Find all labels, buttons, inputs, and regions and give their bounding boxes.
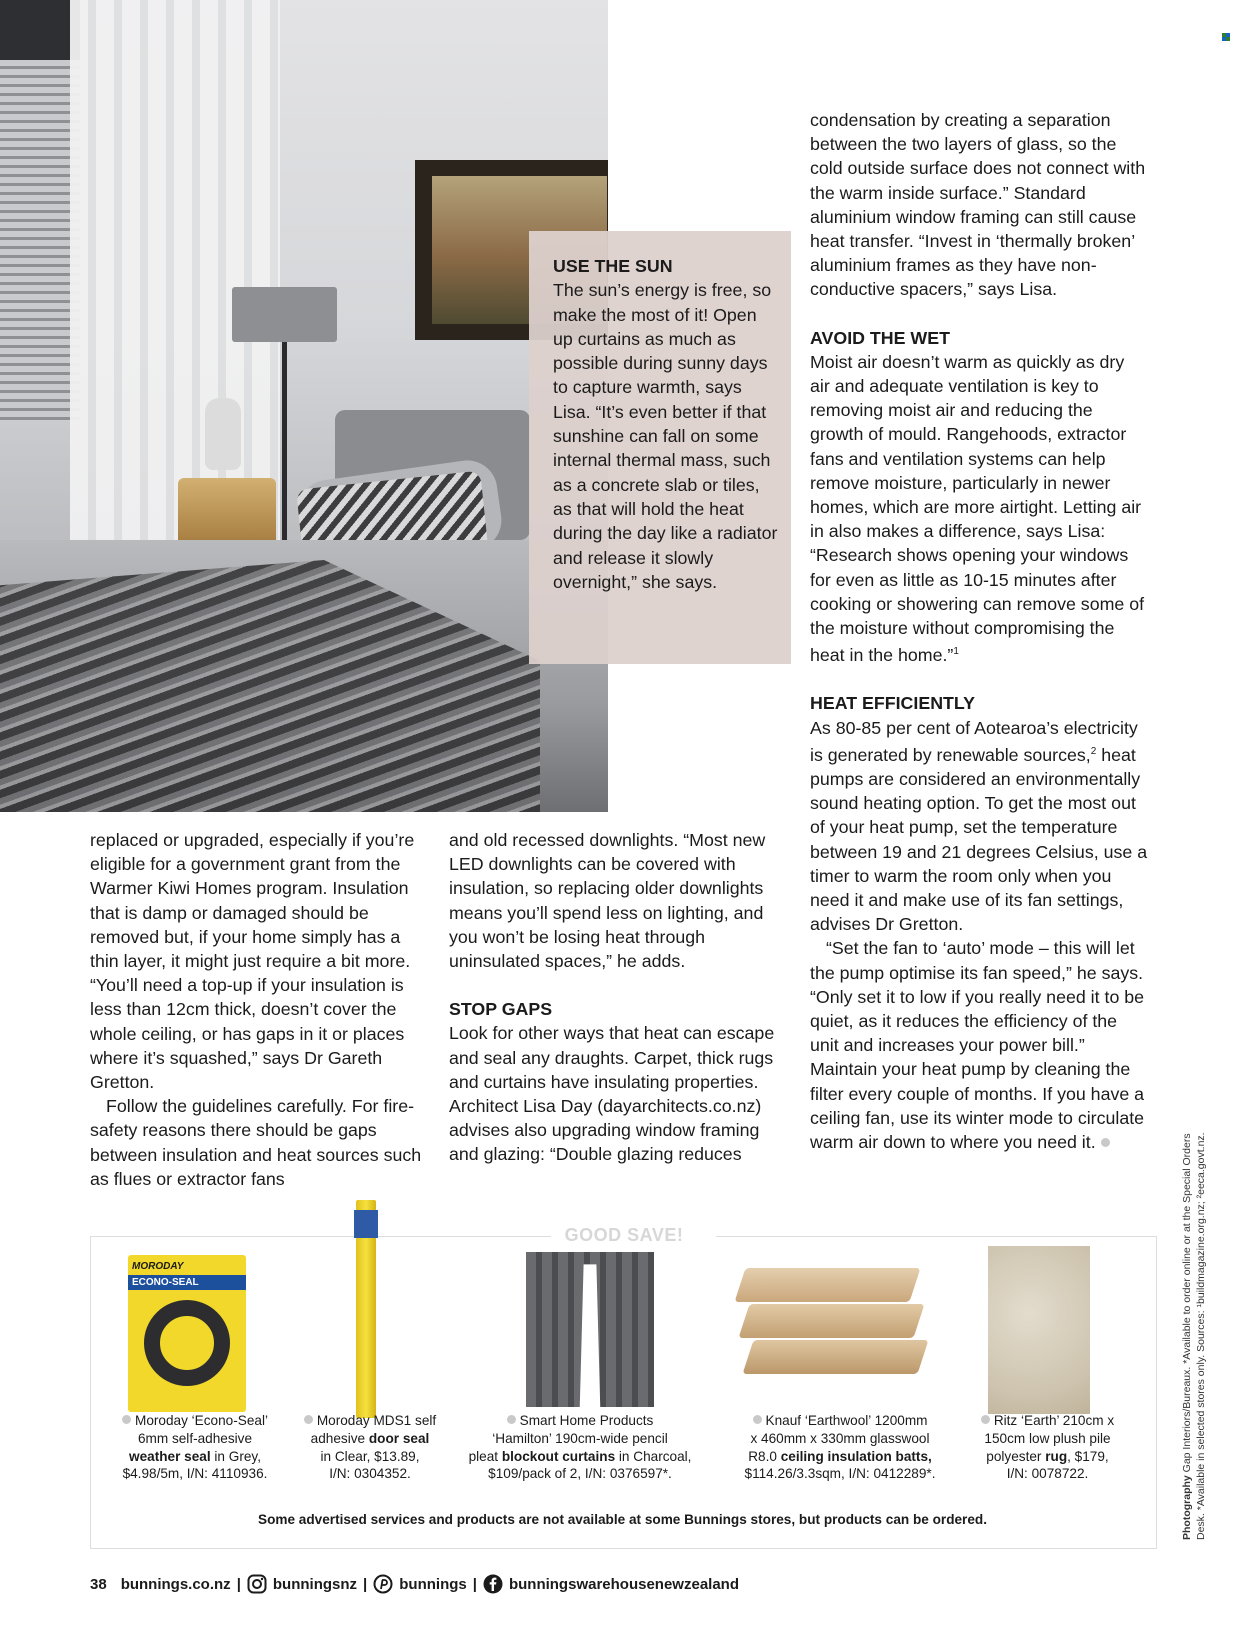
vase	[205, 398, 241, 470]
caption-line: x 460mm x 330mm glasswool	[750, 1430, 930, 1446]
caption-bold: blockout curtains	[501, 1448, 616, 1464]
bullet-icon	[753, 1415, 762, 1424]
caption-line: 150cm low plush pile	[984, 1430, 1111, 1446]
footnote-2: 2	[1090, 745, 1097, 757]
caption-line: , $179,	[1067, 1448, 1109, 1464]
credit-text: Gap Interiors/Bureaux. *Available to order online or at the Special Orders Desk. *Available in selected stores only. Sources: ¹buildmagazine.org.nz; ²eeca.govt.nz.	[1181, 1132, 1207, 1540]
pack-brand: MORODAY	[132, 1261, 184, 1272]
website-link[interactable]: bunnings.co.nz	[120, 1575, 231, 1593]
product-image-insulation-batts	[740, 1268, 920, 1388]
batt	[742, 1340, 928, 1374]
product-caption-curtains	[455, 1412, 705, 1483]
window-blinds	[0, 60, 80, 420]
facebook-handle[interactable]: bunningswarehousenewzealand	[508, 1575, 739, 1593]
avoid-the-wet-paragraph	[810, 350, 1148, 668]
bullet-icon	[981, 1415, 990, 1424]
caption-line: pleat	[468, 1448, 502, 1464]
footer-separator: |	[472, 1575, 477, 1593]
bullet-icon	[507, 1415, 516, 1424]
caption-price: $114.26/3.3sqm, I/N: 0412289*.	[744, 1466, 936, 1482]
column-left	[90, 828, 428, 1191]
caption-price: I/N: 0304352.	[329, 1466, 411, 1482]
seal-roll	[144, 1300, 230, 1386]
divider	[91, 1236, 551, 1237]
product-caption-insulation-batts	[730, 1412, 950, 1483]
page-number: 38	[90, 1575, 107, 1593]
pinterest-icon	[373, 1574, 393, 1594]
heat-efficiently-paragraph	[810, 716, 1148, 937]
column-middle	[449, 828, 787, 1167]
pinterest-handle[interactable]: bunnings	[399, 1575, 467, 1593]
pack-name: ECONO-SEAL	[128, 1275, 246, 1290]
caption-line: adhesive	[310, 1430, 369, 1446]
availability-disclaimer: Some advertised services and products are not available at some Bunnings stores, but products can be ordered.	[258, 1512, 987, 1527]
instagram-handle[interactable]: bunningsnz	[272, 1575, 358, 1593]
divider	[716, 1236, 1156, 1237]
heat-efficiently-text-a: As 80-85 per cent of Aotearoa’s electricity is generated by renewable sources,	[810, 717, 1138, 765]
credit-label: Photography	[1181, 1475, 1193, 1540]
heat-efficiently-text-b: heat pumps are considered an environmentally sound heating option. To get the most out of your heat pump, set the temperature between 19 and 21 degrees Celsius, use a timer to warm the room only when you need it and make use of its fan settings, advises Dr Gretton.	[810, 744, 1148, 935]
product-caption-econo-seal	[95, 1412, 295, 1483]
footer-separator: |	[363, 1575, 368, 1593]
photo-credit-sources	[1180, 1120, 1208, 1540]
downlights-paragraph: and old recessed downlights. “Most new LED downlights can be covered with insulation, so replacing older downlights means you’ll spend less on lighting, and you won’t be losing heat through uninsulated spaces,” he adds.	[449, 830, 766, 972]
avoid-the-wet-heading: AVOID THE WET	[810, 327, 950, 348]
caption-line: 6mm self-adhesive	[137, 1430, 253, 1446]
footer-separator: |	[236, 1575, 241, 1593]
product-image-rug	[988, 1246, 1090, 1414]
caption-price: $4.98/5m, I/N: 4110936.	[122, 1466, 268, 1482]
fan-text: “Set the fan to ‘auto’ mode – this will let the pump optimise its fan speed,” he says. “Only set it to low if you really need it to be quiet, as it reduces the efficiency of the unit and increases your power bill.” Maintain your heat pump by cleaning the filter every couple of months. If you have a ceiling fan, use its winter mode to circulate warm air down to where you need it.	[810, 938, 1145, 1152]
product-caption-door-seal	[290, 1412, 450, 1483]
caption-line: polyester	[986, 1448, 1046, 1464]
stop-gaps-heading: STOP GAPS	[449, 999, 553, 1020]
caption-line: Knauf ‘Earthwool’ 1200mm	[765, 1413, 928, 1428]
color-registration-mark-icon	[1222, 33, 1230, 41]
use-the-sun-text: The sun’s energy is free, so make the most of it! Open up curtains as much as possible during sunny days to capture warmth, says Lisa. “It’s even better if that sunshine can fall on some internal thermal mass, such as a concrete slab or tiles, as that will hold the heat during the day like a radiator and release it slowly overnight,” she says.	[553, 280, 778, 592]
caption-line: in Clear, $13.89,	[320, 1448, 420, 1464]
caption-line: ‘Hamilton’ 190cm-wide pencil	[492, 1430, 668, 1446]
floor-lamp-pole	[282, 342, 287, 552]
insulation-paragraph: replaced or upgraded, especially if you’re eligible for a government grant from the Warmer Kiwi Homes program. Insulation that is damp or damaged should be removed but, if your home simply has a thin layer, it might just require a bit more. “You’ll need a top-up if your insulation is less than 12cm thick, doesn’t cover the whole ceiling, or has gaps in it or places where it’s squashed,” says Dr Gareth Gretton.	[90, 830, 415, 1093]
sheer-curtain	[70, 0, 280, 560]
floor-lamp-shade	[232, 287, 337, 342]
bullet-icon	[122, 1415, 131, 1424]
product-image-econo-seal	[128, 1255, 246, 1412]
caption-price: I/N: 0078722.	[1006, 1466, 1089, 1482]
caption-bold: rug	[1045, 1448, 1068, 1464]
avoid-the-wet-text: Moist air doesn’t warm as quickly as dry air and adequate ventilation is key to removing moist air and reducing the growth of mould. Rangehoods, extractor fans and ventilation systems can help remove moisture, particularly in newer homes, which are more airtight. Letting air in also makes a difference, says Lisa: “Research shows opening your windows for even as little as 10-15 minutes after cooking or showering can remove some of the moisture without compromising the heat in the home.”	[810, 351, 1145, 666]
stop-gaps-paragraph: Look for other ways that heat can escape and seal any draughts. Carpet, thick rugs and curtains have insulating properties. Architect Lisa Day (dayarchitects.co.nz) advises also upgrading window framing and glazing: “Double glazing reduces	[449, 1023, 775, 1165]
caption-line: R8.0	[748, 1448, 781, 1464]
use-the-sun-box	[529, 231, 791, 664]
caption-line: in Charcoal,	[615, 1448, 692, 1464]
condensation-paragraph: condensation by creating a separation between the two layers of glass, so the cold outside surface does not connect with the warm inside surface.” Standard aluminium window framing can still cause heat transfer. “Invest in ‘thermally broken’ aluminium frames as they have non-conductive spacers,” says Lisa.	[810, 110, 1146, 300]
caption-line: Smart Home Products	[519, 1413, 654, 1428]
batt	[738, 1304, 924, 1338]
footnote-1: 1	[953, 646, 959, 658]
caption-bold: weather seal	[129, 1448, 211, 1464]
facebook-icon	[483, 1574, 503, 1594]
column-right	[810, 108, 1148, 1154]
use-the-sun-heading: USE THE SUN	[553, 256, 673, 276]
good-save-title: GOOD SAVE!	[564, 1225, 684, 1245]
caption-line: Moroday ‘Econo-Seal’	[135, 1413, 268, 1428]
guidelines-paragraph: Follow the guidelines carefully. For fire-safety reasons there should be gaps between insulation and heat sources such as flues or extractor fans	[90, 1096, 422, 1189]
batt	[734, 1268, 920, 1302]
caption-price: $109/pack of 2, I/N: 0376597*.	[488, 1466, 672, 1482]
caption-bold: ceiling insulation batts,	[780, 1448, 932, 1464]
product-caption-rug	[960, 1412, 1135, 1483]
bullet-icon	[304, 1415, 313, 1424]
page-footer	[90, 1574, 739, 1594]
caption-line: in Grey,	[210, 1448, 261, 1464]
instagram-icon	[247, 1574, 267, 1594]
end-mark-icon	[1101, 1138, 1110, 1147]
caption-line: Moroday MDS1 self	[316, 1413, 437, 1428]
door-seal-label	[354, 1210, 378, 1238]
fan-paragraph	[810, 936, 1148, 1154]
heat-efficiently-heading: HEAT EFFICIENTLY	[810, 693, 975, 714]
side-table	[178, 478, 276, 548]
caption-line: Ritz ‘Earth’ 210cm x	[993, 1413, 1115, 1428]
hero-photo-bedroom	[0, 0, 608, 812]
caption-bold: door seal	[368, 1430, 430, 1446]
